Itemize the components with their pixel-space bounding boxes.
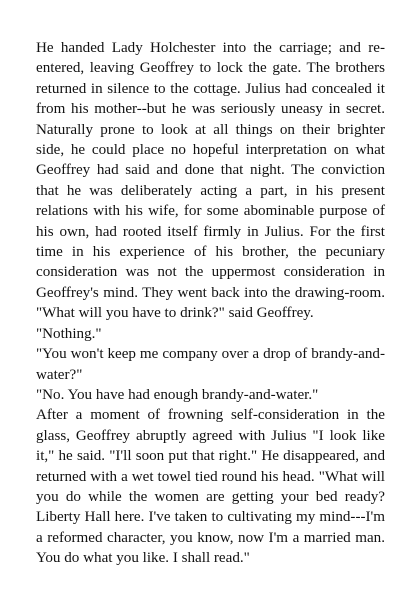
paragraph: He handed Lady Holchester into the carriage; and re-entered, leaving Geoffrey to lock the gate. The brothers returned in silence to the cottage. Julius had concealed it from his mother--but he was seriously uneasy in secret. Naturally prone to look at all things on their brighter side, he could place no hopeful interpretation on what Geoffrey had said and done that night. The conviction that he was deliberately acting a part, in his present relations with his wife, for some abominable purpose of his own, had rooted itself firmly in Julius. For the first time in his experience of his brother, the pecuniary consideration was not the uppermost consideration in Geoffrey's mind. They went back into the drawing-room. "What will you have to drink?" said Geoffrey. xyxy=(36,40,385,322)
paragraph: After a moment of frowning self-consideration in the glass, Geoffrey abruptly agreed with Julius "I look like it," he said. "I'll soon put that right." He disappeared, and returned with a wet towel tied round his head. "What will you do while the women are getting your bed ready? Liberty Hall here. I've taken to cultivating my mind---I'm a reformed character, you know, now I'm a married man. You do what you like. I shall read." xyxy=(36,407,385,567)
paragraph: "You won't keep me company over a drop of brandy-and-water?" xyxy=(36,346,385,383)
paragraph: "Nothing." xyxy=(36,325,102,342)
paragraph: "No. You have had enough brandy-and-water." xyxy=(36,386,319,403)
page-text xyxy=(36,38,385,569)
